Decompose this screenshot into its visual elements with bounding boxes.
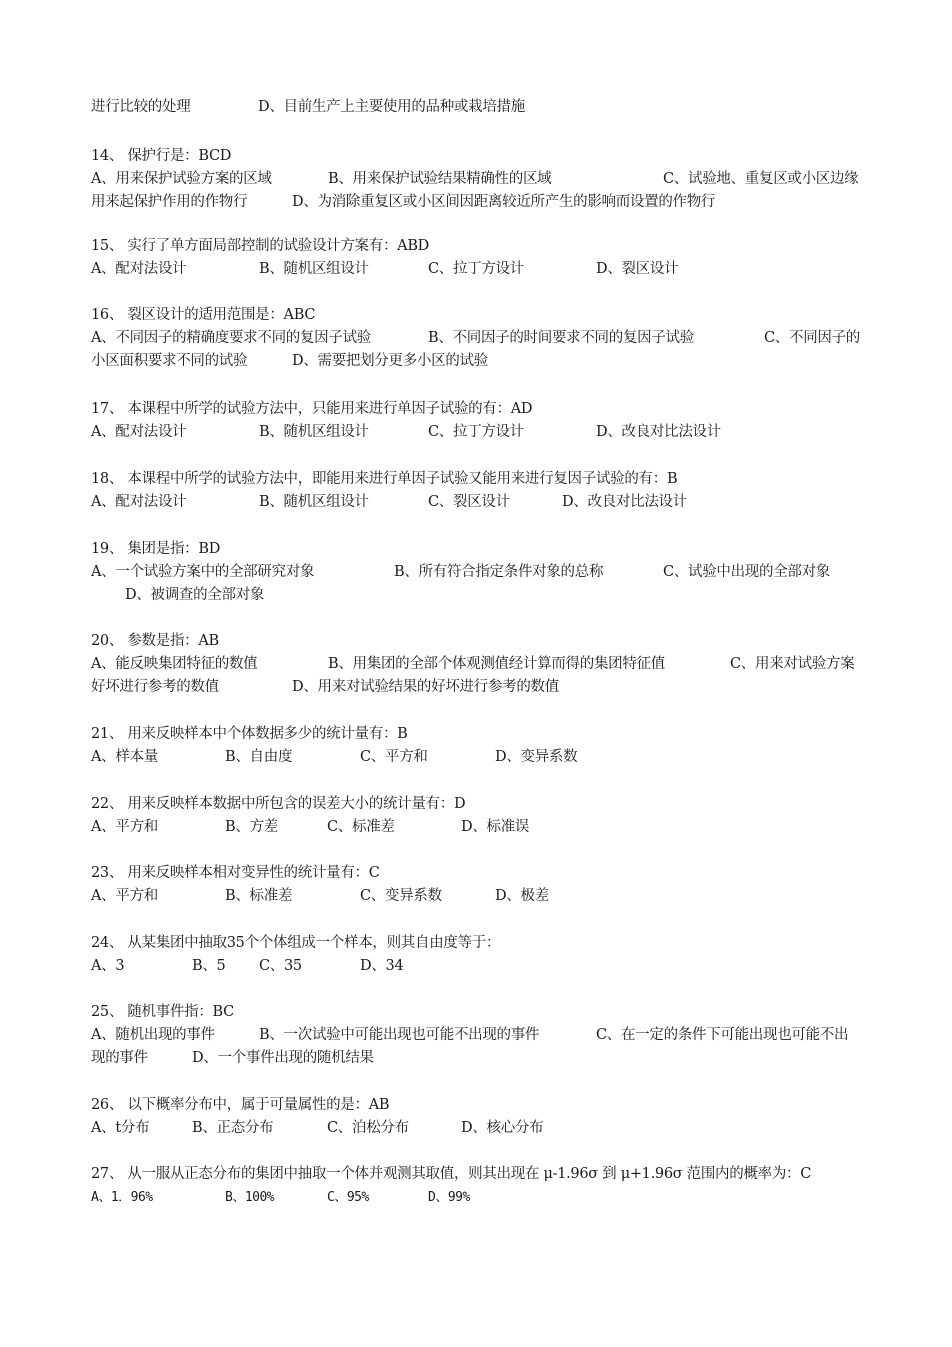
text-line [91,258,871,281]
text-line [91,327,871,350]
option-text: C、平方和 [360,749,428,765]
option-text: B、一次试验中可能出现也可能不出现的事件 [259,1027,540,1043]
text-line [91,168,871,191]
option-text: D、改良对比法设计 [562,494,687,510]
line-text: 15、 实行了单方面局部控制的试验设计方案有：ABD [91,238,430,254]
text-line [91,235,871,258]
line-text: 现的事件 [91,1050,148,1066]
option-text: B、正态分布 [192,1120,274,1136]
text-line [91,723,871,746]
line-text: 22、 用来反映样本数据中所包含的误差大小的统计量有：D [91,796,466,812]
option-text: D、需要把划分更多小区的试验 [292,353,488,369]
text-line [91,1163,871,1186]
option-text: B、随机区组设计 [259,261,369,277]
text-line [91,1117,871,1140]
option-text: D、核心分布 [461,1120,544,1136]
line-text: A、能反映集团特征的数值 [91,656,258,672]
option-text: D、改良对比法设计 [596,424,721,440]
option-text: D、为消除重复区或小区间因距离较近所产生的影响而设置的作物行 [292,194,716,210]
text-line [91,584,871,607]
option-text: C、裂区设计 [428,494,510,510]
text-line [91,538,871,561]
text-line [91,398,871,421]
option-text: D、裂区设计 [596,261,679,277]
option-text: D、一个事件出现的随机结果 [192,1050,374,1066]
line-text: A、不同因子的精确度要求不同的复因子试验 [91,330,371,346]
option-text: B、随机区组设计 [259,424,369,440]
line-text: 20、 参数是指：AB [91,633,219,649]
option-text: D、标准误 [461,819,530,835]
text-line [91,1094,871,1117]
option-text: B、随机区组设计 [259,494,369,510]
text-line [91,421,871,444]
option-text: C、泊松分布 [327,1120,409,1136]
text-line [91,491,871,514]
line-text: 26、 以下概率分布中，属于可量属性的是：AB [91,1097,390,1113]
option-text: D、变异系数 [495,749,578,765]
line-text: A、平方和 [91,888,158,904]
option-text: B、方差 [225,819,278,835]
option-text: D、用来对试验结果的好坏进行参考的数值 [292,679,559,695]
line-text: 用来起保护作用的作物行 [91,194,248,210]
line-text: 21、 用来反映样本中个体数据多少的统计量有：B [91,726,408,742]
option-text: C、不同因子的 [764,330,860,346]
text-line [91,191,871,214]
text-line [91,1001,871,1024]
line-text: A、t分布 [91,1120,150,1136]
option-text: C、拉丁方设计 [428,261,524,277]
line-text: A、随机出现的事件 [91,1027,215,1043]
text-line [91,885,871,908]
line-text: A、配对法设计 [91,494,187,510]
option-text: C、试验地、重复区或小区边缘 [663,171,859,187]
text-line [91,468,871,491]
option-text: C、试验中出现的全部对象 [663,564,830,580]
option-text: C、95% [327,1190,369,1205]
text-line [91,676,871,699]
line-text: 27、 从一服从正态分布的集团中抽取一个体并观测其取值，则其出现在 μ-1.96σ 到 μ+1.96σ 范围内的概率为：C [91,1166,812,1182]
option-text: B、用来保护试验结果精确性的区域 [328,171,552,187]
text-line [91,746,871,769]
option-text: B、所有符合指定条件对象的总称 [394,564,604,580]
line-text: 17、 本课程中所学的试验方法中，只能用来进行单因子试验的有：AD [91,401,533,417]
text-line [91,653,871,676]
option-text: D、34 [360,958,404,974]
option-text: B、标准差 [225,888,293,904]
option-text: B、用集团的全部个体观测值经计算而得的集团特征值 [328,656,665,672]
line-text: A、配对法设计 [91,261,187,277]
text-line [91,955,871,978]
text-line [91,304,871,327]
text-line [91,1186,871,1209]
text-line [91,862,871,885]
line-text: 16、 裂区设计的适用范围是：ABC [91,307,316,323]
text-line [91,816,871,839]
text-line [91,145,871,168]
line-text: A、用来保护试验方案的区域 [91,171,272,187]
option-text: C、变异系数 [360,888,442,904]
line-text: 23、 用来反映样本相对变异性的统计量有：C [91,865,380,881]
option-text: B、不同因子的时间要求不同的复因子试验 [428,330,694,346]
option-text: C、标准差 [327,819,395,835]
line-text: 14、 保护行是：BCD [91,148,232,164]
line-text: A、一个试验方案中的全部研究对象 [91,564,315,580]
option-text: C、在一定的条件下可能出现也可能不出 [596,1027,849,1043]
option-text: D、99% [428,1190,470,1205]
line-text: 进行比较的处理 [91,99,191,115]
line-text: A、样本量 [91,749,158,765]
text-line [91,561,871,584]
option-text: D、目前生产上主要使用的品种或栽培措施 [258,99,525,115]
text-line [91,1024,871,1047]
line-text: A、3 [91,958,125,974]
option-text: B、自由度 [225,749,293,765]
option-text: B、100% [225,1190,275,1205]
option-text: C、35 [259,958,302,974]
line-text: 25、 随机事件指：BC [91,1004,234,1020]
line-text: D、被调查的全部对象 [125,587,265,603]
text-line [91,96,871,119]
option-text: C、用来对试验方案 [730,656,855,672]
text-line [91,350,871,373]
line-text: A、1．96% [91,1190,153,1205]
option-text: D、极差 [495,888,549,904]
text-line [91,630,871,653]
line-text: 24、 从某集团中抽取35个个体组成一个样本，则其自由度等于： [91,935,501,951]
text-line [91,793,871,816]
text-line [91,932,871,955]
line-text: A、平方和 [91,819,158,835]
line-text: 19、 集团是指：BD [91,541,221,557]
line-text: A、配对法设计 [91,424,187,440]
option-text: C、拉丁方设计 [428,424,524,440]
text-line [91,1047,871,1070]
line-text: 18、 本课程中所学的试验方法中，即能用来进行单因子试验又能用来进行复因子试验的有：B [91,471,678,487]
line-text: 好坏进行参考的数值 [91,679,219,695]
line-text: 小区面积要求不同的试验 [91,353,248,369]
option-text: B、5 [192,958,226,974]
